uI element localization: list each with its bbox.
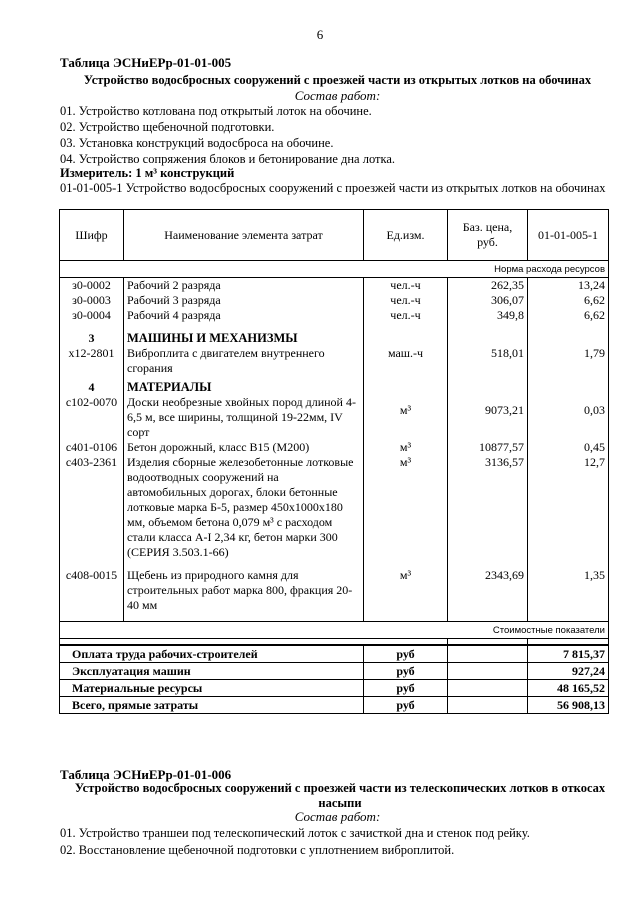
row-code: х12-2801	[60, 346, 124, 376]
measure-unit: Измеритель: 1 м³ конструкций	[60, 166, 235, 180]
row-value: 12,7	[528, 455, 609, 560]
row-value: 0,03	[528, 395, 609, 440]
row-value: 1,79	[528, 346, 609, 376]
header-name: Наименование элемента затрат	[124, 210, 364, 261]
row-unit: чел.-ч	[364, 278, 448, 294]
row-name: Рабочий 4 разряда	[124, 308, 364, 327]
composition-heading: Состав работ:	[294, 809, 381, 824]
work-item: 03. Установка конструкций водосброса на обочине.	[60, 136, 334, 150]
norm-label-row	[60, 261, 609, 278]
total-row	[60, 663, 609, 680]
table-row	[60, 278, 609, 294]
total-value: 48 165,52	[528, 680, 609, 697]
row-name: Виброплита с двигателем внутреннего сгорания	[124, 346, 364, 376]
row-code: з0-0002	[60, 278, 124, 294]
table-title: Устройство водосбросных сооружений с проезжей части из телескопических лотков в откосах насыпи	[74, 781, 606, 810]
table-row	[60, 346, 609, 376]
total-unit: руб	[364, 680, 448, 697]
row-code: с102-0070	[60, 395, 124, 440]
work-item: 02. Восстановление щебеночной подготовки с уплотнением виброплитой.	[60, 843, 455, 857]
row-price: 3136,57	[448, 455, 528, 560]
total-row	[60, 697, 609, 714]
header-code: Шифр	[60, 210, 124, 261]
total-value: 7 815,37	[528, 645, 609, 663]
header-row	[60, 210, 609, 261]
row-unit: маш.-ч	[364, 346, 448, 376]
work-item: 02. Устройство щебеночной подготовки.	[60, 120, 275, 134]
table-row	[60, 395, 609, 440]
norm-label: Норма расхода ресурсов	[60, 261, 609, 278]
work-item: 01. Устройство котлована под открытый лоток на обочине.	[60, 104, 372, 118]
row-name: Рабочий 3 разряда	[124, 293, 364, 308]
section-number: 4	[60, 376, 124, 395]
work-item: 04. Устройство сопряжения блоков и бетонирование дна лотка.	[60, 152, 396, 166]
header-norm: 01-01-005-1	[528, 210, 609, 261]
row-price: 349,8	[448, 308, 528, 327]
row-name: Изделия сборные железобетонные лотковые водоотводных сооружений на автомобильных дорогах, блоки бетонные лотковые марка Б-5, размер 450х1000х180 мм, объемом бетона 0,079 м³ с расходом стали класса А-I 2,34 кг, бетон марки 300 (СЕРИЯ 3.503.1-66)	[124, 455, 364, 560]
section-title: МАШИНЫ И МЕХАНИЗМЫ	[124, 327, 364, 346]
row-price: 262,35	[448, 278, 528, 294]
code-description: 01-01-005-1 Устройство водосбросных сооружений с проезжей части из открытых лотков на обочинах	[60, 181, 606, 195]
table-name: Таблица ЭСНиЕРр-01-01-005	[60, 55, 232, 70]
row-unit: м³	[364, 455, 448, 560]
total-value: 927,24	[528, 663, 609, 680]
section-row	[60, 327, 609, 346]
table-title: Устройство водосбросных сооружений с проезжей части из открытых лотков на обочинах	[83, 73, 592, 87]
row-unit: м³	[364, 440, 448, 455]
total-unit: руб	[364, 697, 448, 714]
row-price: 518,01	[448, 346, 528, 376]
row-name: Доски необрезные хвойных пород длиной 4-6,5 м, все ширины, толщиной 19-22мм, IV сорт	[124, 395, 364, 440]
row-value: 13,24	[528, 278, 609, 294]
table-name: Таблица ЭСНиЕРр-01-01-006	[60, 767, 232, 782]
total-label: Эксплуатация машин	[60, 663, 364, 680]
table-row	[60, 455, 609, 560]
row-code: с408-0015	[60, 560, 124, 622]
page-number: 6	[316, 27, 324, 42]
section-number: 3	[60, 327, 124, 346]
total-label: Материальные ресурсы	[60, 680, 364, 697]
row-value: 0,45	[528, 440, 609, 455]
total-unit: руб	[364, 645, 448, 663]
composition-heading: Состав работ:	[294, 88, 381, 103]
total-unit: руб	[364, 663, 448, 680]
row-code: з0-0004	[60, 308, 124, 327]
total-value: 56 908,13	[528, 697, 609, 714]
work-item: 01. Устройство траншеи под телескопический лоток с зачисткой дна и стенок под рейку.	[60, 826, 530, 840]
resource-table	[59, 209, 609, 714]
row-value: 1,35	[528, 560, 609, 622]
row-code: с403-2361	[60, 455, 124, 560]
row-value: 6,62	[528, 308, 609, 327]
row-price: 9073,21	[448, 395, 528, 440]
total-label: Оплата труда рабочих-строителей	[60, 645, 364, 663]
header-price: Баз. цена, руб.	[448, 210, 528, 261]
row-name: Рабочий 2 разряда	[124, 278, 364, 294]
table-row	[60, 440, 609, 455]
section-title: МАТЕРИАЛЫ	[124, 376, 364, 395]
cost-label: Стоимостные показатели	[60, 622, 609, 639]
table-row	[60, 308, 609, 327]
row-price: 306,07	[448, 293, 528, 308]
row-unit: чел.-ч	[364, 308, 448, 327]
header-unit: Ед.изм.	[364, 210, 448, 261]
row-code: з0-0003	[60, 293, 124, 308]
row-unit: м³	[364, 560, 448, 622]
section-row	[60, 376, 609, 395]
row-unit: м³	[364, 395, 448, 440]
row-unit: чел.-ч	[364, 293, 448, 308]
total-label: Всего, прямые затраты	[60, 697, 364, 714]
table-row	[60, 293, 609, 308]
row-value: 6,62	[528, 293, 609, 308]
row-code: с401-0106	[60, 440, 124, 455]
row-price: 10877,57	[448, 440, 528, 455]
total-row	[60, 645, 609, 663]
cost-label-row	[60, 622, 609, 639]
row-price: 2343,69	[448, 560, 528, 622]
table-row	[60, 560, 609, 622]
total-row	[60, 680, 609, 697]
row-name: Щебень из природного камня для строительных работ марка 800, фракция 20-40 мм	[124, 560, 364, 622]
row-name: Бетон дорожный, класс B15 (М200)	[124, 440, 364, 455]
